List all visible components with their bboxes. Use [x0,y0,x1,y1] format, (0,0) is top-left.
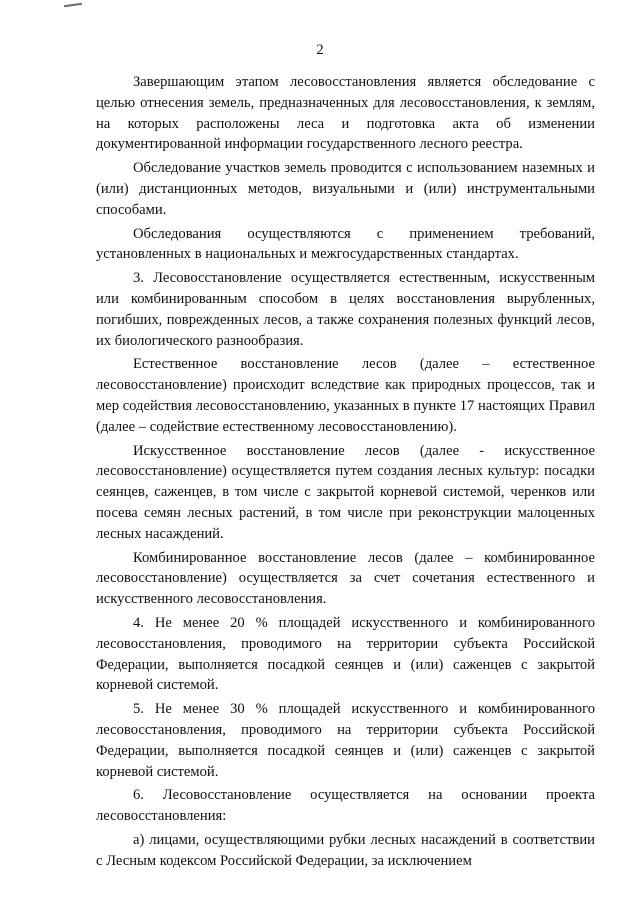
paragraph-artificial-restoration: Искусственное восстановление лесов (далее - искусственное лесовосстановление) осуществляется путем создания лесных культур: посадки сеянцев, саженцев, в том числе с закрытой корневой системой, черенков или посева семян лесных растений, в том числе при реконструкции малоценных лесных насаждений. [96,442,595,542]
paragraph-item-6: 6. Лесовосстановление осуществляется на основании проекта лесовосстановления: [96,787,595,825]
paragraph-survey-standards: Обследования осуществляются с применением требований, установленных в национальных и межгосударственных стандартах. [96,225,595,263]
paragraph-item-3: 3. Лесовосстановление осуществляется естественным, искусственным или комбинированным способом в целях восстановления вырубленных, погибших, поврежденных лесов, а также сохранения полезных функций лесов, их биологического разнообразия. [96,270,595,349]
page-number: 2 [316,42,324,58]
paragraph-item-6a: а) лицами, осуществляющими рубки лесных насаждений в соответствии с Лесным кодексом Российской Федерации, за исключением [96,831,595,869]
paragraph-item-4: 4. Не менее 20 % площадей искусственного и комбинированного лесовосстановления, проводимого на территории субъекта Российской Федерации, выполняется посадкой сеянцев и (или) саженцев с закрытой корневой системой. [96,614,595,694]
paragraph-survey-methods: Обследование участков земель проводится с использованием наземных и (или) дистанционных методов, визуальными и (или) инструментальными способами. [96,160,595,218]
document-body [96,72,595,871]
paragraph-final-stage: Завершающим этапом лесовосстановления является обследование с целью отнесения земель, предназначенных для лесовосстановления, к землям, на которых расположены леса и подготовка акта об изменении документированной информации государственного лесного реестра. [96,74,595,153]
paragraph-combined-restoration: Комбинированное восстановление лесов (далее – комбинированное лесовосстановление) осуществляется за счет сочетания естественного и искусственного лесовосстановления. [96,549,595,608]
paragraph-item-5: 5. Не менее 30 % площадей искусственного и комбинированного лесовосстановления, проводимого на территории субъекта Российской Федерации, выполняется посадкой сеянцев и (или) саженцев с закрытой корневой системой. [96,701,595,780]
paragraph-natural-restoration: Естественное восстановление лесов (далее – естественное лесовосстановление) происходит вследствие как природных процессов, так и мер содействия лесовосстановлению, указанных в пункте 17 настоящих Правил (далее – содействие естественному лесовосстановлению). [96,356,595,435]
scan-artifact [64,3,82,7]
